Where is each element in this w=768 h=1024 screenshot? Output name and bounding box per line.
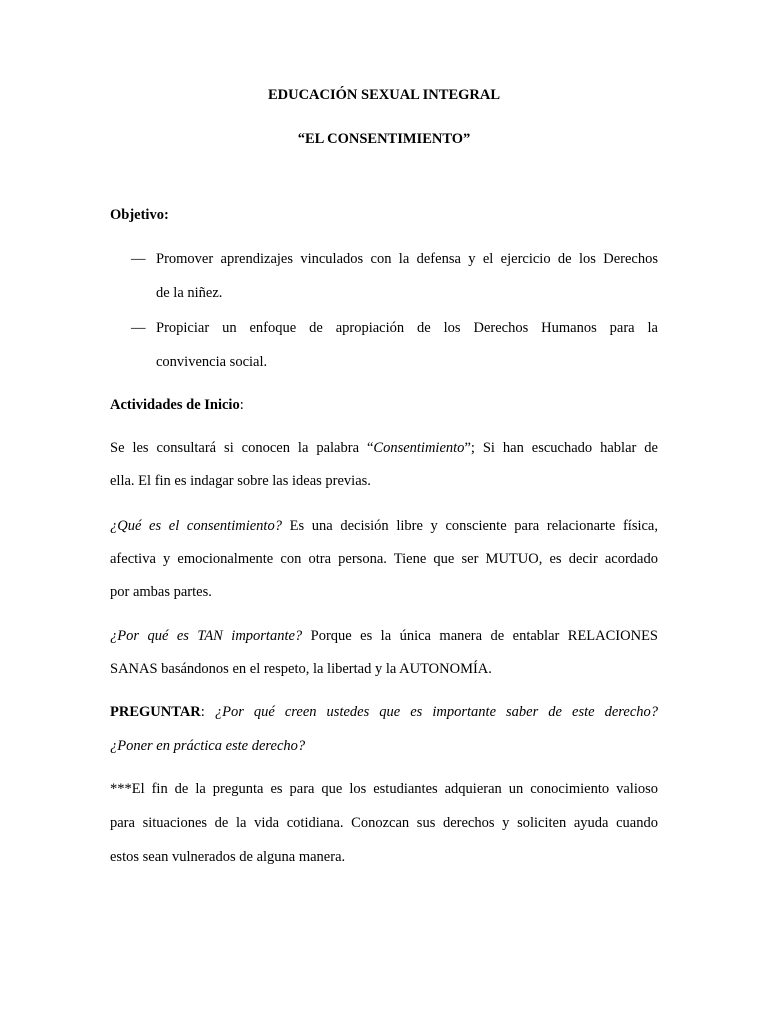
paragraph-3-line-2: SANAS basándonos en el respeto, la libertad y la AUTONOMÍA.: [110, 661, 492, 677]
actividades-label: Actividades de Inicio: [110, 397, 240, 413]
objetivo-heading: Objetivo:: [110, 207, 169, 223]
paragraph-2-line-3: por ambas partes.: [110, 584, 212, 600]
paragraph-5-line-1: ***El fin de la pregunta es para que los estudiantes adquieran un conocimiento valioso: [110, 781, 658, 797]
paragraph-2-line-2: afectiva y emocionalmente con otra persona. Tiene que ser MUTUO, es decir acordado: [110, 551, 658, 567]
p1-text-post: ”; Si han escuchado hablar de: [464, 440, 658, 456]
p3-question: ¿Por qué es TAN importante?: [110, 628, 303, 644]
preguntar-label: PREGUNTAR: [110, 704, 201, 720]
document-title: EDUCACIÓN SEXUAL INTEGRAL: [267, 87, 501, 103]
actividades-colon: :: [239, 397, 244, 413]
actividades-heading: [110, 396, 658, 414]
p4-question: ¿Por qué creen ustedes que es importante saber de este derecho?: [214, 704, 659, 720]
bullet-dash: —: [131, 251, 146, 267]
bullet-1-line-2: de la niñez.: [156, 285, 223, 301]
paragraph-4-line-1: [110, 703, 658, 721]
document-subtitle: “EL CONSENTIMIENTO”: [297, 131, 471, 147]
paragraph-5-line-3: estos sean vulnerados de alguna manera.: [110, 849, 346, 865]
p2-question: ¿Qué es el consentimiento?: [110, 518, 282, 534]
paragraph-4-line-2: ¿Poner en práctica este derecho?: [110, 738, 306, 754]
paragraph-1-line-2: ella. El fin es indagar sobre las ideas previas.: [110, 473, 371, 489]
bullet-2-line-2: convivencia social.: [156, 354, 268, 370]
p2-text-post: Es una decisión libre y consciente para relacionarte física,: [281, 518, 658, 534]
p1-text-pre: Se les consultará si conocen la palabra “: [110, 440, 374, 456]
paragraph-5-line-2: para situaciones de la vida cotidiana. Conozcan sus derechos y soliciten ayuda cuando: [110, 815, 658, 831]
paragraph-1-line-1: [110, 439, 658, 457]
bullet-dash: —: [131, 320, 146, 336]
bullet-1-line-1: Promover aprendizajes vinculados con la defensa y el ejercicio de los Derechos: [156, 251, 658, 267]
paragraph-2-line-1: [110, 517, 658, 535]
p1-text-italic: Consentimiento: [373, 440, 465, 456]
bullet-2-line-1: Propiciar un enfoque de apropiación de los Derechos Humanos para la: [156, 320, 658, 336]
p4-colon: :: [200, 704, 215, 720]
paragraph-3-line-1: [110, 627, 658, 645]
p3-text-post: Porque es la única manera de entablar RELACIONES: [302, 628, 658, 644]
